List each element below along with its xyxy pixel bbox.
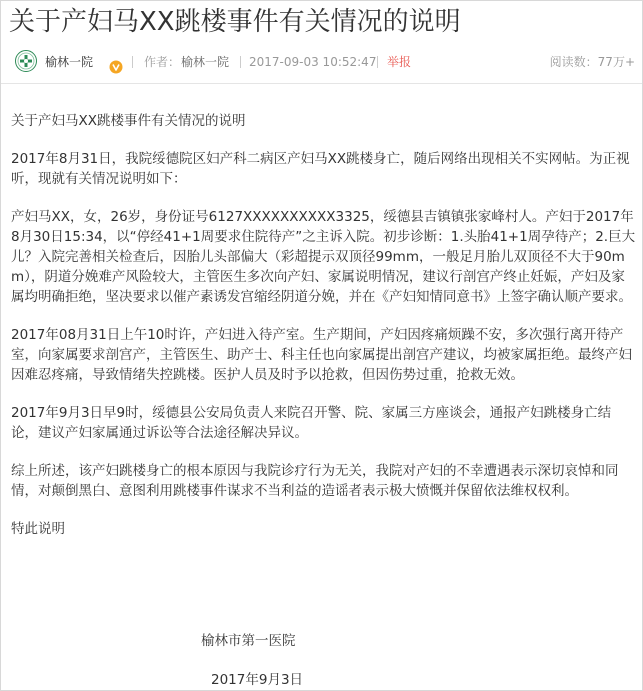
article-meta bbox=[9, 47, 635, 77]
paragraph-closing: 特此说明 bbox=[11, 521, 65, 537]
paragraph: 综上所述，该产妇跳楼身亡的根本原因与我院诊疗行为无关，我院对产妇的不幸遭遇表示深切哀悼和同情，对颠倒黑白、意图利用跳楼事件谋求不当利益的造谣者表示极大愤慨并保留依法维权权利。 bbox=[11, 463, 619, 499]
paragraph: 产妇马XX，女，26岁，身份证号6127XXXXXXXXXX3325，绥德县吉镇镇张家峰村人。产妇于2017年8月30日15:34，以“停经41+1周要求住院待产”之主诉入院。初步诊断：1.头胎41+1周孕待产；2.巨大儿？入院完善相关检查后，因胎儿头部偏大（彩超提示双顶径99mm，一般足月胎儿双顶径不大于90mm），阴道分娩难产风险较大，主管医生多次向产妇、家属说明情况，建议行剖宫产终止妊娠，产妇及家属均明确拒绝，坚决要求以催产素诱发宫缩经阴道分娩，并在《产妇知情同意书》上签字确认顺产要求。 bbox=[11, 209, 636, 305]
signature-date: 2017年9月3日 bbox=[211, 672, 304, 688]
paragraph: 2017年8月31日，我院绥德院区妇产科二病区产妇马XX跳楼身亡，随后网络出现相关不实网帖。为正视听，现就有关情况说明如下： bbox=[11, 151, 630, 187]
paragraph: 2017年08月31日上午10时许，产妇进入待产室。生产期间，产妇因疼痛烦躁不安，多次强行离开待产室，向家属要求剖宫产，主管医生、助产士、科主任也向家属提出剖宫产建议，均被家属拒绝。最终产妇因难忍疼痛，导致情绪失控跳楼。医护人员及时予以抢救，但因伤势过重，抢救无效。 bbox=[11, 327, 632, 383]
read-count: 阅读数：77万+ bbox=[549, 55, 635, 69]
author-value: 榆林一院 bbox=[181, 55, 230, 69]
meta-separator bbox=[132, 56, 133, 68]
hospital-logo-icon[interactable] bbox=[15, 50, 37, 72]
article-body bbox=[11, 111, 637, 557]
report-link[interactable]: 举报 bbox=[387, 55, 412, 69]
author-name-link[interactable]: 榆林一院 bbox=[45, 55, 94, 69]
paragraph: 2017年9月3日早9时，绥德县公安局负责人来院召开警、院、家属三方座谈会，通报产妇跳楼身亡结论，建议产妇家属通过诉讼等合法途径解决异议。 bbox=[11, 405, 612, 441]
meta-separator bbox=[377, 56, 378, 68]
article-title: 关于产妇马XX跳楼事件有关情况的说明 bbox=[9, 7, 461, 37]
verified-v-icon bbox=[109, 55, 123, 69]
publish-date: 2017-09-03 10:52:47 bbox=[249, 55, 377, 69]
signature-org: 榆林市第一医院 bbox=[201, 633, 296, 649]
author-label: 作者： bbox=[144, 55, 181, 69]
paragraph-heading: 关于产妇马XX跳楼事件有关情况的说明 bbox=[11, 113, 246, 129]
header-divider bbox=[1, 83, 642, 84]
meta-separator bbox=[240, 56, 241, 68]
